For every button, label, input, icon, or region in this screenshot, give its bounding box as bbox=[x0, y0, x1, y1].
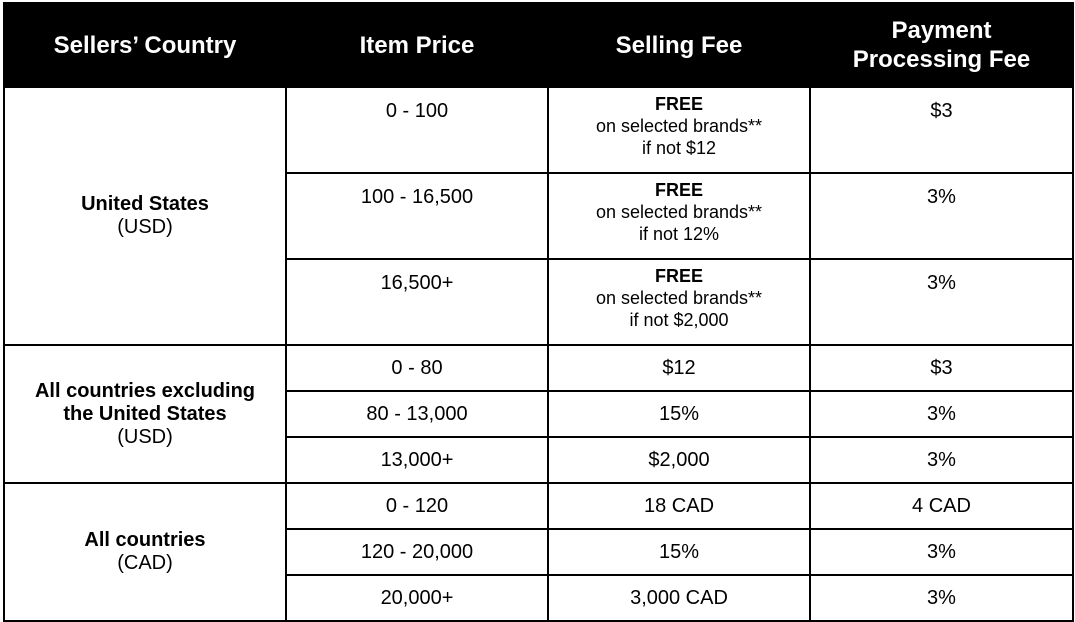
country-currency: (USD) bbox=[117, 425, 173, 448]
processing-fee-cell: $3 bbox=[810, 345, 1073, 391]
selling-fee-cell bbox=[548, 259, 810, 345]
fee-table bbox=[3, 2, 1074, 622]
processing-fee-cell: 3% bbox=[810, 529, 1073, 575]
fee-alternative: if not 12% bbox=[638, 224, 720, 244]
price-cell: 0 - 100 bbox=[286, 87, 548, 173]
table-header bbox=[4, 3, 1073, 87]
fee-condition: on selected brands** bbox=[595, 116, 763, 136]
fee-alternative: if not $2,000 bbox=[629, 310, 729, 330]
table-row bbox=[4, 483, 1073, 529]
processing-fee-cell: 3% bbox=[810, 575, 1073, 621]
country-currency: (USD) bbox=[117, 216, 173, 238]
country-currency: (CAD) bbox=[117, 552, 173, 574]
country-name-line2: the United States bbox=[63, 402, 227, 425]
header-country: Sellers’ Country bbox=[4, 3, 286, 87]
selling-fee-cell: $12 bbox=[548, 345, 810, 391]
table-body bbox=[4, 87, 1073, 621]
country-name: All countries bbox=[84, 529, 206, 551]
price-cell: 100 - 16,500 bbox=[286, 173, 548, 259]
price-cell: 120 - 20,000 bbox=[286, 529, 548, 575]
country-cell-all-countries-cad bbox=[4, 483, 286, 621]
selling-fee-cell bbox=[548, 173, 810, 259]
selling-fee-cell: $2,000 bbox=[548, 437, 810, 483]
header-processing-fee bbox=[810, 3, 1073, 87]
processing-fee-cell: 4 CAD bbox=[810, 483, 1073, 529]
processing-fee-cell: 3% bbox=[810, 437, 1073, 483]
selling-fee-cell: 18 CAD bbox=[548, 483, 810, 529]
price-cell: 20,000+ bbox=[286, 575, 548, 621]
selling-fee-cell: 3,000 CAD bbox=[548, 575, 810, 621]
fee-free-label: FREE bbox=[654, 94, 703, 114]
price-cell: 13,000+ bbox=[286, 437, 548, 483]
selling-fee-cell bbox=[548, 87, 810, 173]
processing-fee-cell: 3% bbox=[810, 259, 1073, 345]
processing-fee-cell: 3% bbox=[810, 391, 1073, 437]
price-cell: 0 - 120 bbox=[286, 483, 548, 529]
fee-free-label: FREE bbox=[654, 266, 703, 286]
header-processing-fee-line2: Processing Fee bbox=[852, 46, 1031, 73]
header-selling-fee: Selling Fee bbox=[548, 3, 810, 87]
price-cell: 16,500+ bbox=[286, 259, 548, 345]
table-row bbox=[4, 345, 1073, 391]
fee-alternative: if not $12 bbox=[641, 138, 717, 158]
header-item-price: Item Price bbox=[286, 3, 548, 87]
header-row bbox=[4, 3, 1073, 87]
country-name: All countries excluding bbox=[34, 379, 256, 402]
fee-condition: on selected brands** bbox=[595, 288, 763, 308]
country-cell-excluding-us bbox=[4, 345, 286, 483]
country-name: United States bbox=[81, 193, 209, 215]
country-cell-united-states bbox=[4, 87, 286, 345]
fee-free-label: FREE bbox=[654, 180, 703, 200]
processing-fee-cell: $3 bbox=[810, 87, 1073, 173]
fee-condition: on selected brands** bbox=[595, 202, 763, 222]
table-row bbox=[4, 87, 1073, 173]
price-cell: 0 - 80 bbox=[286, 345, 548, 391]
selling-fee-cell: 15% bbox=[548, 391, 810, 437]
header-processing-fee-line1: Payment bbox=[891, 17, 992, 44]
selling-fee-cell: 15% bbox=[548, 529, 810, 575]
processing-fee-cell: 3% bbox=[810, 173, 1073, 259]
price-cell: 80 - 13,000 bbox=[286, 391, 548, 437]
